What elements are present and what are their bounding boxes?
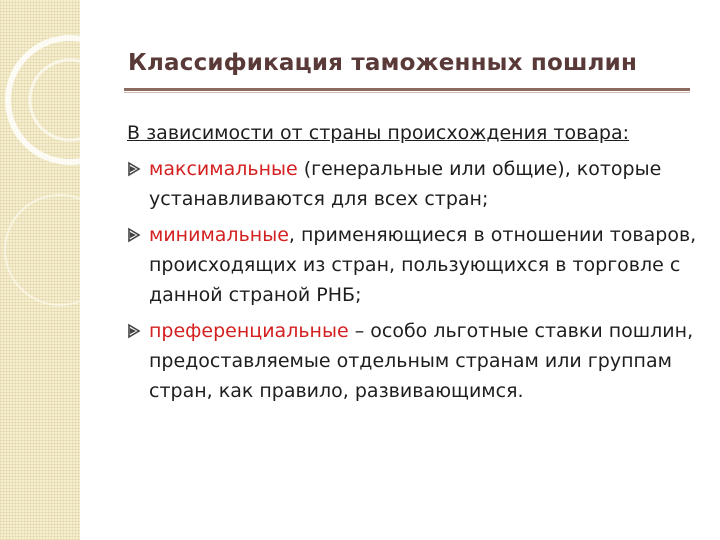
arrow-bullet-icon [127,220,145,250]
title-underline-rule [124,88,690,91]
slide-content [127,118,697,412]
decorative-side-strip [0,0,80,540]
list-item [127,220,697,310]
term-maximum: максимальные [149,158,298,180]
list-item [127,154,697,214]
term-preferential: преференциальные [149,320,349,342]
intro-text: В зависимости от страны происхождения товара: [127,122,630,144]
list-item [127,316,697,406]
item-text: (генеральные или общие), которые устанавливаются для всех стран; [149,158,662,210]
term-minimum: минимальные [149,224,289,246]
arrow-bullet-icon [127,154,145,184]
arrow-bullet-icon [127,316,145,346]
decorative-circles [0,0,80,540]
item-text: – особо льготные ставки пошлин, предоставляемые отдельным странам или группам стран, как правило, развивающимся. [149,320,694,402]
slide-title: Классификация таможенных пошлин [128,50,638,76]
item-text: , применяющиеся в отношении товаров, происходящих из стран, пользующихся в торговле с данной страной РНБ; [149,224,697,306]
